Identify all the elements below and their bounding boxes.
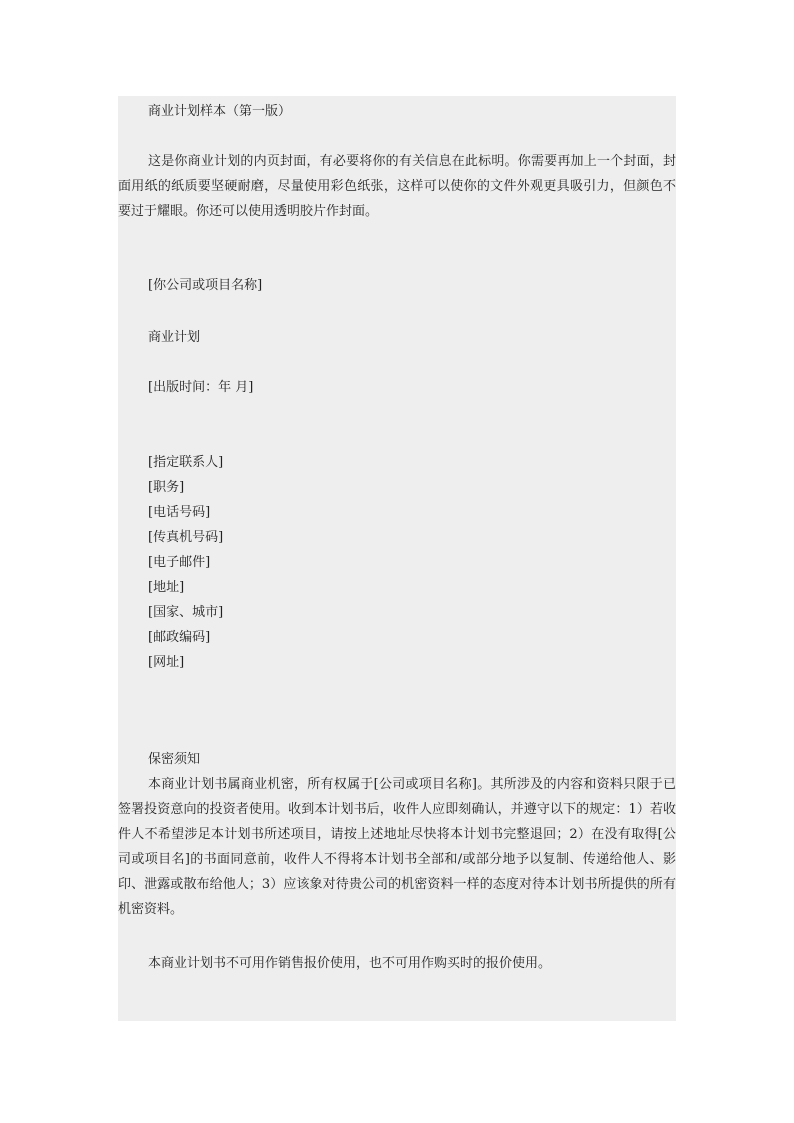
job-title-field: [职务] [148, 480, 185, 495]
country-city-field: [国家、城市] [148, 605, 224, 620]
website-field: [网址] [148, 655, 185, 670]
fax-field: [传真机号码] [148, 530, 224, 545]
contact-person-field: [指定联系人] [148, 455, 224, 470]
phone-field: [电话号码] [148, 505, 211, 520]
company-name-placeholder: [你公司或项目名称] [148, 278, 263, 293]
confidentiality-body: 本商业计划书属商业机密，所有权属于[公司或项目名称]。其所涉及的内容和资料只限于已签署投资意向的投资者使用。收到本计划书后，收件人应即刻确认，并遵守以下的规定：1）若收件人不希望涉足本计划书所述项目，请按上述地址尽快将本计划书完整退回；2）在没有取得[公司或项目名]的书面同意前，收件人不得将本计划书全部和/或部分地予以复制、传递给他人、影印、泄露或散布给他人；3）应该象对待贵公司的机密资料一样的态度对待本计划书所提供的所有机密资料。 [118, 777, 676, 917]
intro-paragraph: 这是你商业计划的内页封面，有必要将你的有关信息在此标明。你需要再加上一个封面，封面用纸的纸质要坚硬耐磨，尽量使用彩色纸张，这样可以使你的文件外观更具吸引力，但颜色不要过于耀眼。你还可以使用透明胶片作封面。 [118, 154, 676, 219]
publish-date-placeholder: [出版时间：年 月] [148, 380, 254, 395]
postal-code-field: [邮政编码] [148, 630, 211, 645]
plan-title: 商业计划 [148, 330, 201, 345]
contact-fields [148, 455, 223, 680]
confidentiality-heading: 保密须知 [148, 752, 201, 767]
document-title: 商业计划样本（第一版） [148, 104, 292, 119]
pricing-notice: 本商业计划书不可用作销售报价使用，也不可用作购买时的报价使用。 [148, 956, 552, 971]
address-field: [地址] [148, 580, 185, 595]
email-field: [电子邮件] [148, 555, 211, 570]
